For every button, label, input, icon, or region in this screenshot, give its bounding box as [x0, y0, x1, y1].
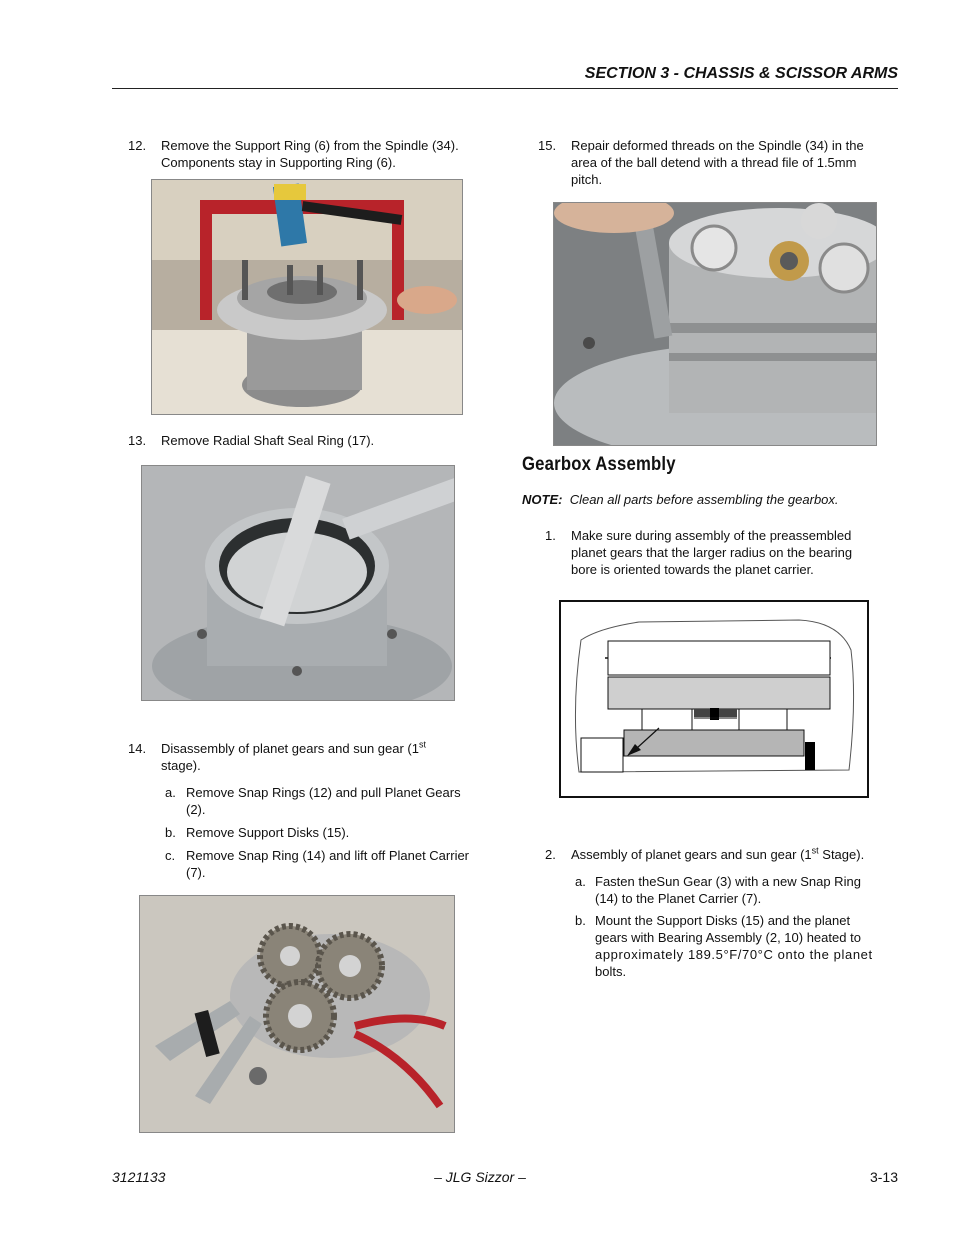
- step-text-line: stage).: [161, 758, 201, 773]
- footer-page-number: 3-13: [869, 1169, 898, 1185]
- step-number: 13.: [128, 433, 147, 448]
- substep-text-line: Mount the Support Disks (15) and the planet: [595, 913, 851, 928]
- note: [522, 492, 839, 507]
- step-number: 1.: [545, 528, 556, 543]
- step-13: [128, 432, 490, 452]
- substep-text-line: bolts.: [595, 964, 627, 979]
- step-number: 12.: [128, 138, 147, 153]
- substep-text-line: Remove Support Disks (15).: [186, 825, 350, 840]
- step-1: [545, 527, 900, 581]
- step-14: [128, 740, 490, 890]
- step-text-line: Remove Radial Shaft Seal Ring (17).: [161, 433, 375, 448]
- substep-text-line: (7).: [186, 865, 206, 880]
- substep-text-line: (14) to the Planet Carrier (7).: [595, 891, 762, 906]
- header-rule: [112, 88, 898, 89]
- substep-text-line: (2).: [186, 802, 206, 817]
- footer-center: – JLG Sizzor –: [434, 1169, 526, 1185]
- step-text-line: Repair deformed threads on the Spindle (34) in the: [571, 138, 864, 153]
- note-text: Clean all parts before assembling the gearbox.: [569, 492, 839, 507]
- step-number: 2.: [545, 847, 556, 862]
- substep-letter: a.: [575, 874, 586, 889]
- substep-text-line: Remove Snap Rings (12) and pull Planet Gears: [186, 785, 461, 800]
- step-text-line: Remove the Support Ring (6) from the Spindle (34).: [161, 138, 459, 153]
- note-label: NOTE:: [522, 492, 563, 507]
- step-number: 15.: [538, 138, 557, 153]
- step-text-line: pitch.: [571, 172, 603, 187]
- photo-radial-seal-removal: [141, 465, 455, 701]
- substep-text-line: gears with Bearing Assembly (2, 10) heated to: [595, 930, 861, 945]
- step-text: Disassembly of planet gears and sun gear (1: [161, 741, 419, 756]
- step-text: Stage).: [818, 847, 865, 862]
- diagram-planet-gear-orientation: [559, 600, 869, 798]
- superscript: st: [418, 739, 426, 750]
- photo-planet-gears: [139, 895, 455, 1133]
- step-12: [128, 137, 490, 177]
- step-text-line: area of the ball detend with a thread file of 1.5mm: [571, 155, 857, 170]
- step-text-line: bore is oriented towards the planet carrier.: [571, 562, 814, 577]
- photo-thread-repair: [553, 202, 877, 446]
- substep-letter: c.: [165, 848, 176, 863]
- step-text-line: Components stay in Supporting Ring (6).: [161, 155, 396, 170]
- substep-text-line: Fasten theSun Gear (3) with a new Snap Ring: [595, 874, 861, 889]
- step-number: 14.: [128, 741, 147, 756]
- footer-doc-number: 3121133: [112, 1169, 166, 1185]
- substep-letter: a.: [165, 785, 176, 800]
- section-title: SECTION 3 - CHASSIS & SCISSOR ARMS: [584, 65, 898, 82]
- substep-letter: b.: [575, 913, 586, 928]
- superscript: st: [811, 845, 819, 856]
- step-text: Assembly of planet gears and sun gear (1: [571, 847, 812, 862]
- section-heading: Gearbox Assembly: [522, 454, 676, 475]
- substep-letter: b.: [165, 825, 176, 840]
- step-text-line: Make sure during assembly of the preassembled: [571, 528, 852, 543]
- photo-support-ring-removal: [151, 179, 463, 415]
- step-text-line: planet gears that the larger radius on the bearing: [571, 545, 853, 560]
- step-15: [538, 137, 900, 191]
- step-2: [545, 846, 900, 986]
- substep-text-line: Remove Snap Ring (14) and lift off Planet Carrier: [186, 848, 470, 863]
- substep-text-line: approximately 189.5°F/70°C onto the planet: [595, 947, 873, 962]
